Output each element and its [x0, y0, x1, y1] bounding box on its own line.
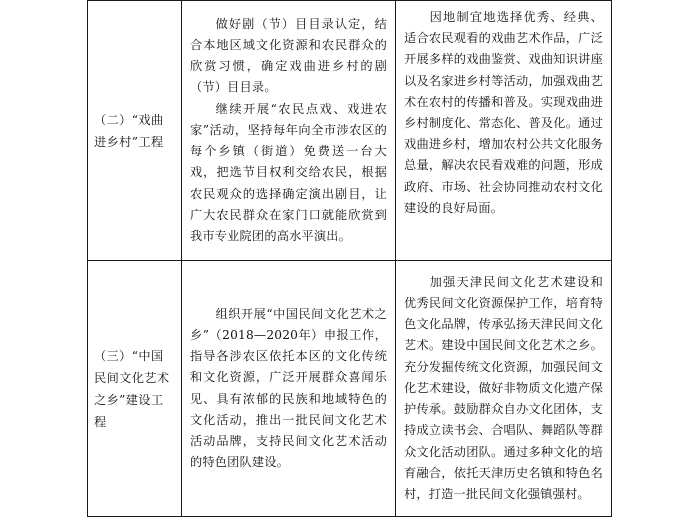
project-name-cell [88, 261, 182, 517]
project-name-cell [88, 1, 182, 261]
measure-paragraph: 做好剧（节）目目录认定，结合本地区域文化资源和农民群众的欣赏习惯，确定戏曲进乡村的剧（节）目目录。 [190, 16, 387, 95]
project-table [87, 0, 612, 517]
goals-cell [396, 1, 612, 261]
goals-cell [396, 261, 612, 517]
table-row [88, 1, 612, 261]
table-row [88, 261, 612, 517]
measure-paragraph: 组织开展“中国民间文化艺术之乡”（2018—2020年）申报工作，指导各涉农区依托本区的文化传统和文化资源，广泛开展群众喜闻乐见、具有浓郁的民族和地域特色的文化活动，推出一批民间文化艺术活动品牌，支持民间文化艺术活动的特色团队建设。 [190, 306, 387, 470]
project-name: （二）“戏曲进乡村”工程 [94, 112, 164, 149]
measures-cell [182, 1, 396, 261]
measures-cell [182, 261, 396, 517]
measure-paragraph: 继续开展“农民点戏、戏进农家”活动，坚持每年向全市涉农区的每个乡镇（街道）免费送一台大戏，把选节目权利交给农民，根据农民观众的选择确定演出剧目，让广大农民群众在家门口就能欣赏到我市专业院团的高水平演出。 [190, 101, 387, 243]
project-name: （三）“中国民间文化艺术之乡”建设工程 [94, 348, 170, 429]
goal-paragraph: 加强天津民间文化艺术建设和优秀民间文化资源保护工作，培育特色文化品牌，传承弘扬天津民间文化艺术。建设中国民间文化艺术之乡。充分发掘传统文化资源，加强民间文化艺术建设，做好非物质文化遗产保护传承。鼓励群众自办文化团体，支持成立读书会、合唱队、舞蹈队等群众文化活动团队。通过多种文化的培育融合，依托天津历史名镇和特色名村，打造一批民间文化强镇强村。 [404, 274, 603, 501]
goal-paragraph: 因地制宜地选择优秀、经典、适合农民观看的戏曲艺术作品，广泛开展多样的戏曲鉴赏、戏曲知识讲座以及名家进乡村等活动，加强戏曲艺术在农村的传播和普及。实现戏曲进乡村制度化、常态化、普及化。通过戏曲进乡村，增加农村公共文化服务总量，解决农民看戏难的问题，形成政府、市场、社会协同推动农村文化建设的良好局面。 [404, 10, 603, 215]
